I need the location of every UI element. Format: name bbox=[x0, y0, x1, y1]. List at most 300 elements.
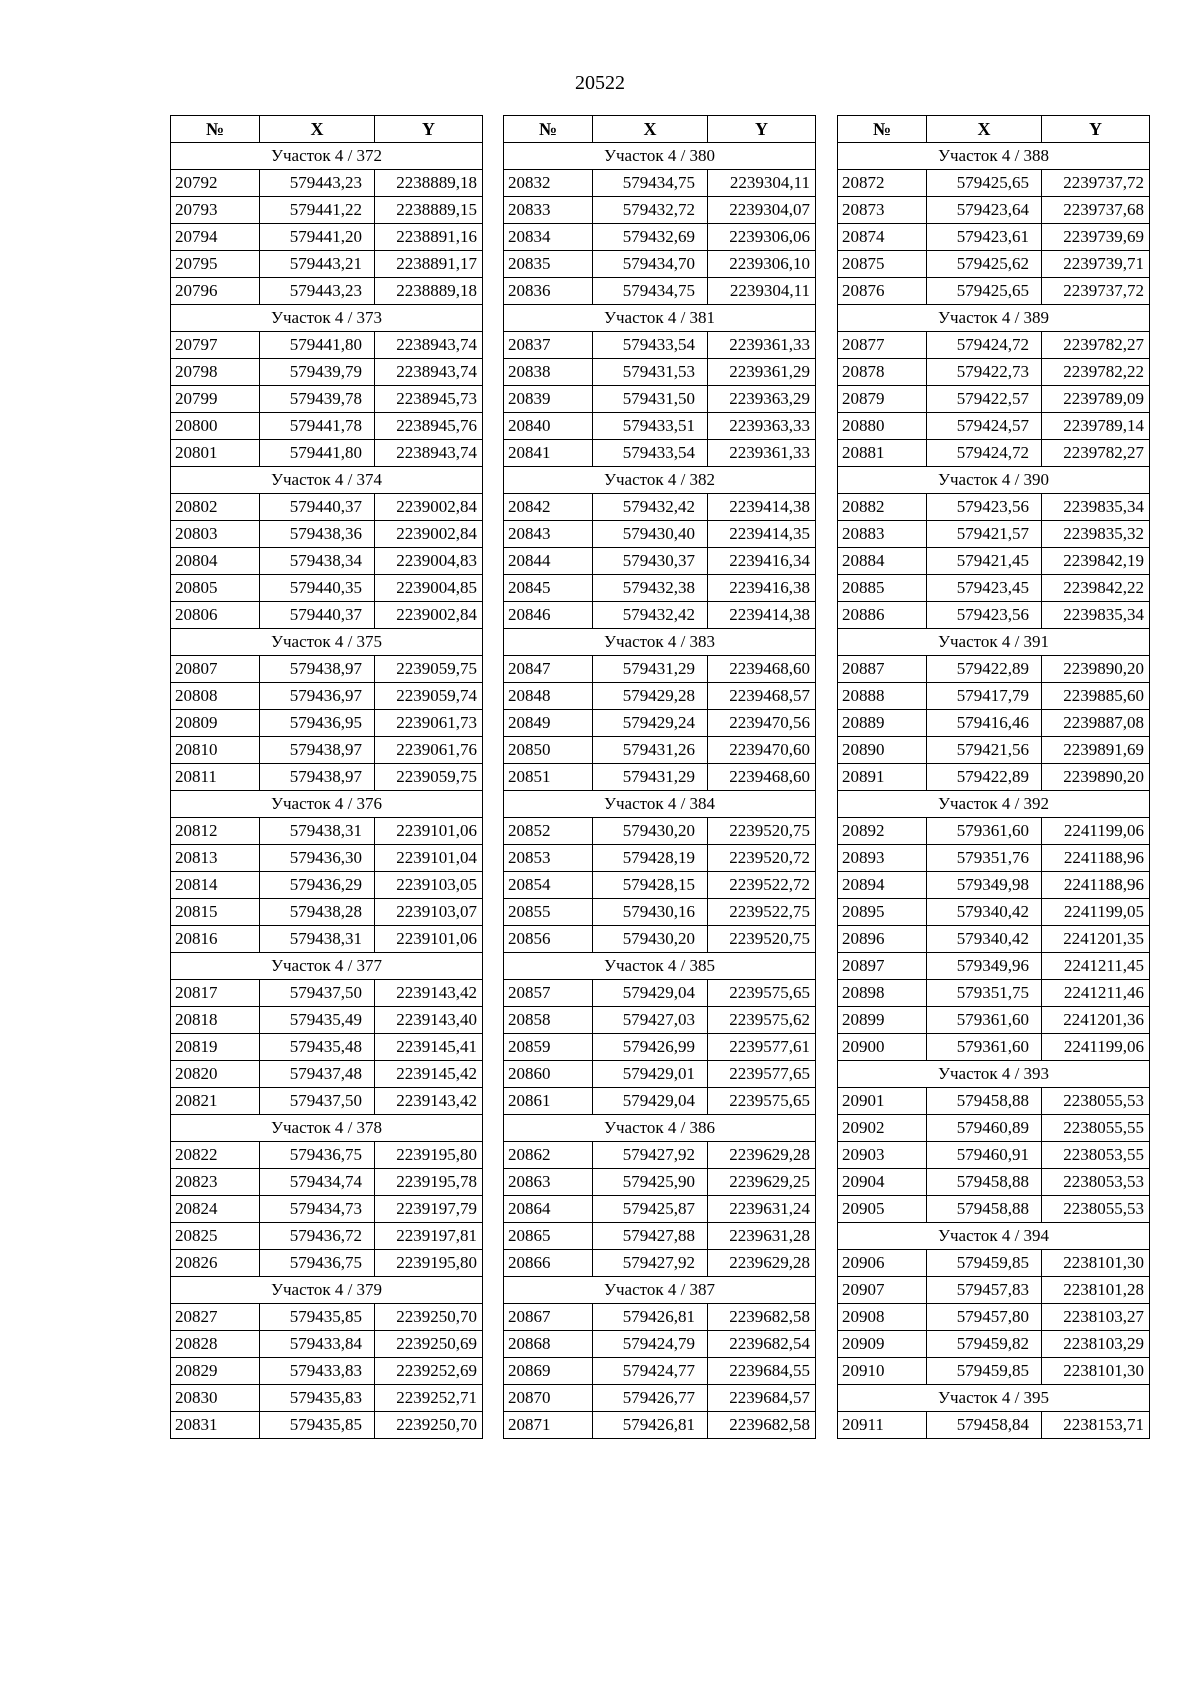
y-coordinate: 2238943,74 bbox=[375, 332, 483, 359]
table-row bbox=[504, 251, 816, 278]
y-coordinate: 2239575,65 bbox=[708, 980, 816, 1007]
header-x: X bbox=[260, 116, 375, 143]
table-row bbox=[504, 980, 816, 1007]
table-row bbox=[838, 980, 1150, 1007]
point-number: 20823 bbox=[171, 1169, 260, 1196]
x-coordinate: 579436,30 bbox=[260, 845, 375, 872]
x-coordinate: 579426,81 bbox=[593, 1412, 708, 1439]
x-coordinate: 579438,34 bbox=[260, 548, 375, 575]
coordinates-table-2 bbox=[503, 115, 816, 1439]
table-row bbox=[171, 818, 483, 845]
x-coordinate: 579416,46 bbox=[927, 710, 1042, 737]
point-number: 20857 bbox=[504, 980, 593, 1007]
y-coordinate: 2239304,11 bbox=[708, 278, 816, 305]
x-coordinate: 579437,50 bbox=[260, 1088, 375, 1115]
y-coordinate: 2238101,30 bbox=[1042, 1250, 1150, 1277]
x-coordinate: 579425,90 bbox=[593, 1169, 708, 1196]
table-row bbox=[838, 1250, 1150, 1277]
x-coordinate: 579434,73 bbox=[260, 1196, 375, 1223]
point-number: 20886 bbox=[838, 602, 927, 629]
x-coordinate: 579459,85 bbox=[927, 1358, 1042, 1385]
x-coordinate: 579438,28 bbox=[260, 899, 375, 926]
x-coordinate: 579438,31 bbox=[260, 926, 375, 953]
table-row bbox=[171, 278, 483, 305]
header-x: X bbox=[927, 116, 1042, 143]
x-coordinate: 579441,80 bbox=[260, 440, 375, 467]
x-coordinate: 579429,04 bbox=[593, 1088, 708, 1115]
point-number: 20831 bbox=[171, 1412, 260, 1439]
point-number: 20827 bbox=[171, 1304, 260, 1331]
x-coordinate: 579423,56 bbox=[927, 602, 1042, 629]
point-number: 20834 bbox=[504, 224, 593, 251]
table-row bbox=[171, 1385, 483, 1412]
point-number: 20862 bbox=[504, 1142, 593, 1169]
x-coordinate: 579440,37 bbox=[260, 602, 375, 629]
x-coordinate: 579431,53 bbox=[593, 359, 708, 386]
table-row bbox=[171, 1061, 483, 1088]
x-coordinate: 579433,54 bbox=[593, 332, 708, 359]
x-coordinate: 579434,75 bbox=[593, 278, 708, 305]
table-row bbox=[171, 1304, 483, 1331]
x-coordinate: 579351,76 bbox=[927, 845, 1042, 872]
point-number: 20893 bbox=[838, 845, 927, 872]
y-coordinate: 2239414,38 bbox=[708, 494, 816, 521]
table-row bbox=[504, 899, 816, 926]
table-row bbox=[838, 251, 1150, 278]
y-coordinate: 2239363,29 bbox=[708, 386, 816, 413]
y-coordinate: 2241201,35 bbox=[1042, 926, 1150, 953]
table-row bbox=[838, 602, 1150, 629]
x-coordinate: 579435,83 bbox=[260, 1385, 375, 1412]
x-coordinate: 579422,73 bbox=[927, 359, 1042, 386]
point-number: 20826 bbox=[171, 1250, 260, 1277]
table-row bbox=[504, 1169, 816, 1196]
x-coordinate: 579435,49 bbox=[260, 1007, 375, 1034]
table-row bbox=[838, 359, 1150, 386]
section-row bbox=[171, 629, 483, 656]
point-number: 20883 bbox=[838, 521, 927, 548]
x-coordinate: 579440,35 bbox=[260, 575, 375, 602]
y-coordinate: 2238943,74 bbox=[375, 440, 483, 467]
x-coordinate: 579423,61 bbox=[927, 224, 1042, 251]
x-coordinate: 579422,89 bbox=[927, 764, 1042, 791]
x-coordinate: 579435,85 bbox=[260, 1304, 375, 1331]
x-coordinate: 579427,88 bbox=[593, 1223, 708, 1250]
point-number: 20850 bbox=[504, 737, 593, 764]
y-coordinate: 2239061,73 bbox=[375, 710, 483, 737]
point-number: 20884 bbox=[838, 548, 927, 575]
x-coordinate: 579425,65 bbox=[927, 170, 1042, 197]
table-row bbox=[838, 1007, 1150, 1034]
header-y: Y bbox=[708, 116, 816, 143]
table-row bbox=[838, 548, 1150, 575]
table-row bbox=[171, 251, 483, 278]
table-row bbox=[171, 1358, 483, 1385]
table-row bbox=[504, 224, 816, 251]
x-coordinate: 579438,36 bbox=[260, 521, 375, 548]
table-row bbox=[171, 548, 483, 575]
table-row bbox=[171, 1250, 483, 1277]
point-number: 20875 bbox=[838, 251, 927, 278]
x-coordinate: 579426,81 bbox=[593, 1304, 708, 1331]
table-row bbox=[838, 926, 1150, 953]
y-coordinate: 2239522,75 bbox=[708, 899, 816, 926]
y-coordinate: 2239782,27 bbox=[1042, 332, 1150, 359]
x-coordinate: 579432,42 bbox=[593, 494, 708, 521]
point-number: 20829 bbox=[171, 1358, 260, 1385]
y-coordinate: 2239250,70 bbox=[375, 1412, 483, 1439]
point-number: 20894 bbox=[838, 872, 927, 899]
header-x: X bbox=[593, 116, 708, 143]
point-number: 20804 bbox=[171, 548, 260, 575]
y-coordinate: 2239306,10 bbox=[708, 251, 816, 278]
table-row bbox=[171, 1142, 483, 1169]
x-coordinate: 579422,89 bbox=[927, 656, 1042, 683]
table-row bbox=[504, 413, 816, 440]
y-coordinate: 2241188,96 bbox=[1042, 845, 1150, 872]
table-row bbox=[838, 224, 1150, 251]
x-coordinate: 579430,40 bbox=[593, 521, 708, 548]
x-coordinate: 579423,45 bbox=[927, 575, 1042, 602]
x-coordinate: 579421,57 bbox=[927, 521, 1042, 548]
table-row bbox=[838, 1196, 1150, 1223]
x-coordinate: 579458,88 bbox=[927, 1088, 1042, 1115]
point-number: 20856 bbox=[504, 926, 593, 953]
table-row bbox=[504, 1142, 816, 1169]
point-number: 20797 bbox=[171, 332, 260, 359]
table-row bbox=[504, 278, 816, 305]
point-number: 20899 bbox=[838, 1007, 927, 1034]
table-row bbox=[504, 494, 816, 521]
table-row bbox=[504, 1034, 816, 1061]
y-coordinate: 2238103,29 bbox=[1042, 1331, 1150, 1358]
table-row bbox=[504, 1061, 816, 1088]
table-row bbox=[838, 575, 1150, 602]
y-coordinate: 2239304,07 bbox=[708, 197, 816, 224]
x-coordinate: 579430,16 bbox=[593, 899, 708, 926]
y-coordinate: 2239002,84 bbox=[375, 494, 483, 521]
section-title: Участок 4 / 389 bbox=[838, 305, 1150, 332]
x-coordinate: 579437,48 bbox=[260, 1061, 375, 1088]
point-number: 20891 bbox=[838, 764, 927, 791]
point-number: 20820 bbox=[171, 1061, 260, 1088]
y-coordinate: 2239520,75 bbox=[708, 926, 816, 953]
x-coordinate: 579460,91 bbox=[927, 1142, 1042, 1169]
y-coordinate: 2239059,75 bbox=[375, 764, 483, 791]
section-row bbox=[504, 143, 816, 170]
x-coordinate: 579435,48 bbox=[260, 1034, 375, 1061]
header-y: Y bbox=[1042, 116, 1150, 143]
header-number: № bbox=[838, 116, 927, 143]
point-number: 20907 bbox=[838, 1277, 927, 1304]
point-number: 20815 bbox=[171, 899, 260, 926]
x-coordinate: 579443,21 bbox=[260, 251, 375, 278]
point-number: 20808 bbox=[171, 683, 260, 710]
x-coordinate: 579458,84 bbox=[927, 1412, 1042, 1439]
x-coordinate: 579432,69 bbox=[593, 224, 708, 251]
table-row bbox=[838, 710, 1150, 737]
point-number: 20813 bbox=[171, 845, 260, 872]
section-title: Участок 4 / 380 bbox=[504, 143, 816, 170]
y-coordinate: 2238943,74 bbox=[375, 359, 483, 386]
table-row bbox=[171, 386, 483, 413]
point-number: 20809 bbox=[171, 710, 260, 737]
y-coordinate: 2238945,73 bbox=[375, 386, 483, 413]
section-row bbox=[504, 1277, 816, 1304]
page-number: 20522 bbox=[575, 72, 625, 94]
y-coordinate: 2239468,60 bbox=[708, 764, 816, 791]
table-row bbox=[171, 845, 483, 872]
point-number: 20819 bbox=[171, 1034, 260, 1061]
point-number: 20890 bbox=[838, 737, 927, 764]
point-number: 20903 bbox=[838, 1142, 927, 1169]
table-row bbox=[171, 1223, 483, 1250]
table-row bbox=[171, 575, 483, 602]
section-title: Участок 4 / 374 bbox=[171, 467, 483, 494]
x-coordinate: 579422,57 bbox=[927, 386, 1042, 413]
table-row bbox=[838, 413, 1150, 440]
y-coordinate: 2239361,33 bbox=[708, 332, 816, 359]
table-row bbox=[838, 440, 1150, 467]
y-coordinate: 2239782,27 bbox=[1042, 440, 1150, 467]
y-coordinate: 2239887,08 bbox=[1042, 710, 1150, 737]
y-coordinate: 2239250,69 bbox=[375, 1331, 483, 1358]
table-row bbox=[171, 683, 483, 710]
section-row bbox=[171, 467, 483, 494]
y-coordinate: 2239002,84 bbox=[375, 521, 483, 548]
table-row bbox=[504, 737, 816, 764]
y-coordinate: 2238891,17 bbox=[375, 251, 483, 278]
table-row bbox=[504, 170, 816, 197]
point-number: 20795 bbox=[171, 251, 260, 278]
x-coordinate: 579441,78 bbox=[260, 413, 375, 440]
table-row bbox=[504, 1250, 816, 1277]
y-coordinate: 2239575,62 bbox=[708, 1007, 816, 1034]
table-row bbox=[838, 1358, 1150, 1385]
point-number: 20794 bbox=[171, 224, 260, 251]
header-row bbox=[504, 116, 816, 143]
point-number: 20897 bbox=[838, 953, 927, 980]
table-row bbox=[504, 359, 816, 386]
x-coordinate: 579441,80 bbox=[260, 332, 375, 359]
x-coordinate: 579424,72 bbox=[927, 332, 1042, 359]
point-number: 20908 bbox=[838, 1304, 927, 1331]
point-number: 20824 bbox=[171, 1196, 260, 1223]
y-coordinate: 2239629,25 bbox=[708, 1169, 816, 1196]
y-coordinate: 2239577,65 bbox=[708, 1061, 816, 1088]
x-coordinate: 579340,42 bbox=[927, 899, 1042, 926]
section-row bbox=[504, 305, 816, 332]
x-coordinate: 579436,75 bbox=[260, 1142, 375, 1169]
point-number: 20878 bbox=[838, 359, 927, 386]
x-coordinate: 579458,88 bbox=[927, 1196, 1042, 1223]
x-coordinate: 579458,88 bbox=[927, 1169, 1042, 1196]
point-number: 20873 bbox=[838, 197, 927, 224]
y-coordinate: 2238891,16 bbox=[375, 224, 483, 251]
y-coordinate: 2239197,81 bbox=[375, 1223, 483, 1250]
point-number: 20860 bbox=[504, 1061, 593, 1088]
section-row bbox=[838, 1061, 1150, 1088]
section-title: Участок 4 / 373 bbox=[171, 305, 483, 332]
point-number: 20888 bbox=[838, 683, 927, 710]
point-number: 20896 bbox=[838, 926, 927, 953]
table-row bbox=[171, 197, 483, 224]
point-number: 20898 bbox=[838, 980, 927, 1007]
table-row bbox=[838, 332, 1150, 359]
point-number: 20892 bbox=[838, 818, 927, 845]
table-row bbox=[838, 386, 1150, 413]
x-coordinate: 579431,29 bbox=[593, 764, 708, 791]
y-coordinate: 2238889,18 bbox=[375, 278, 483, 305]
y-coordinate: 2239468,57 bbox=[708, 683, 816, 710]
point-number: 20880 bbox=[838, 413, 927, 440]
header-row bbox=[171, 116, 483, 143]
point-number: 20802 bbox=[171, 494, 260, 521]
y-coordinate: 2239195,78 bbox=[375, 1169, 483, 1196]
y-coordinate: 2239306,06 bbox=[708, 224, 816, 251]
table-row bbox=[838, 1142, 1150, 1169]
x-coordinate: 579421,45 bbox=[927, 548, 1042, 575]
table-row bbox=[838, 1331, 1150, 1358]
point-number: 20881 bbox=[838, 440, 927, 467]
point-number: 20844 bbox=[504, 548, 593, 575]
section-row bbox=[838, 629, 1150, 656]
table-row bbox=[504, 332, 816, 359]
section-title: Участок 4 / 376 bbox=[171, 791, 483, 818]
y-coordinate: 2239101,04 bbox=[375, 845, 483, 872]
y-coordinate: 2239414,35 bbox=[708, 521, 816, 548]
section-row bbox=[171, 953, 483, 980]
x-coordinate: 579349,98 bbox=[927, 872, 1042, 899]
y-coordinate: 2239002,84 bbox=[375, 602, 483, 629]
x-coordinate: 579457,83 bbox=[927, 1277, 1042, 1304]
x-coordinate: 579438,97 bbox=[260, 764, 375, 791]
table-row bbox=[838, 1034, 1150, 1061]
y-coordinate: 2239195,80 bbox=[375, 1142, 483, 1169]
point-number: 20792 bbox=[171, 170, 260, 197]
point-number: 20818 bbox=[171, 1007, 260, 1034]
point-number: 20842 bbox=[504, 494, 593, 521]
y-coordinate: 2241199,05 bbox=[1042, 899, 1150, 926]
section-title: Участок 4 / 384 bbox=[504, 791, 816, 818]
section-row bbox=[838, 1385, 1150, 1412]
point-number: 20799 bbox=[171, 386, 260, 413]
x-coordinate: 579432,42 bbox=[593, 602, 708, 629]
table-row bbox=[838, 656, 1150, 683]
section-row bbox=[504, 791, 816, 818]
table-row bbox=[504, 764, 816, 791]
point-number: 20833 bbox=[504, 197, 593, 224]
x-coordinate: 579438,97 bbox=[260, 656, 375, 683]
y-coordinate: 2239252,69 bbox=[375, 1358, 483, 1385]
x-coordinate: 579457,80 bbox=[927, 1304, 1042, 1331]
point-number: 20910 bbox=[838, 1358, 927, 1385]
y-coordinate: 2239363,33 bbox=[708, 413, 816, 440]
section-title: Участок 4 / 390 bbox=[838, 467, 1150, 494]
point-number: 20832 bbox=[504, 170, 593, 197]
x-coordinate: 579438,31 bbox=[260, 818, 375, 845]
header-y: Y bbox=[375, 116, 483, 143]
point-number: 20800 bbox=[171, 413, 260, 440]
point-number: 20872 bbox=[838, 170, 927, 197]
point-number: 20887 bbox=[838, 656, 927, 683]
y-coordinate: 2239061,76 bbox=[375, 737, 483, 764]
y-coordinate: 2239631,24 bbox=[708, 1196, 816, 1223]
y-coordinate: 2239890,20 bbox=[1042, 764, 1150, 791]
table-row bbox=[171, 1088, 483, 1115]
x-coordinate: 579424,72 bbox=[927, 440, 1042, 467]
x-coordinate: 579427,03 bbox=[593, 1007, 708, 1034]
x-coordinate: 579429,24 bbox=[593, 710, 708, 737]
table-row bbox=[838, 845, 1150, 872]
point-number: 20858 bbox=[504, 1007, 593, 1034]
section-title: Участок 4 / 395 bbox=[838, 1385, 1150, 1412]
point-number: 20807 bbox=[171, 656, 260, 683]
y-coordinate: 2239468,60 bbox=[708, 656, 816, 683]
y-coordinate: 2241211,46 bbox=[1042, 980, 1150, 1007]
table-row bbox=[838, 1169, 1150, 1196]
y-coordinate: 2239414,38 bbox=[708, 602, 816, 629]
section-row bbox=[171, 305, 483, 332]
point-number: 20901 bbox=[838, 1088, 927, 1115]
x-coordinate: 579426,77 bbox=[593, 1385, 708, 1412]
x-coordinate: 579424,79 bbox=[593, 1331, 708, 1358]
point-number: 20830 bbox=[171, 1385, 260, 1412]
section-title: Участок 4 / 387 bbox=[504, 1277, 816, 1304]
y-coordinate: 2238945,76 bbox=[375, 413, 483, 440]
x-coordinate: 579425,62 bbox=[927, 251, 1042, 278]
x-coordinate: 579433,51 bbox=[593, 413, 708, 440]
point-number: 20837 bbox=[504, 332, 593, 359]
y-coordinate: 2238153,71 bbox=[1042, 1412, 1150, 1439]
table-row bbox=[171, 710, 483, 737]
point-number: 20822 bbox=[171, 1142, 260, 1169]
table-row bbox=[504, 926, 816, 953]
y-coordinate: 2241211,45 bbox=[1042, 953, 1150, 980]
section-row bbox=[838, 305, 1150, 332]
table-row bbox=[504, 1088, 816, 1115]
y-coordinate: 2239842,19 bbox=[1042, 548, 1150, 575]
x-coordinate: 579428,15 bbox=[593, 872, 708, 899]
y-coordinate: 2239361,29 bbox=[708, 359, 816, 386]
y-coordinate: 2239145,42 bbox=[375, 1061, 483, 1088]
point-number: 20835 bbox=[504, 251, 593, 278]
table-row bbox=[504, 1196, 816, 1223]
coordinates-table-1 bbox=[170, 115, 483, 1439]
point-number: 20828 bbox=[171, 1331, 260, 1358]
point-number: 20851 bbox=[504, 764, 593, 791]
x-coordinate: 579459,82 bbox=[927, 1331, 1042, 1358]
section-title: Участок 4 / 391 bbox=[838, 629, 1150, 656]
section-title: Участок 4 / 379 bbox=[171, 1277, 483, 1304]
table-row bbox=[838, 764, 1150, 791]
point-number: 20805 bbox=[171, 575, 260, 602]
point-number: 20798 bbox=[171, 359, 260, 386]
y-coordinate: 2239890,20 bbox=[1042, 656, 1150, 683]
point-number: 20793 bbox=[171, 197, 260, 224]
x-coordinate: 579423,64 bbox=[927, 197, 1042, 224]
point-number: 20854 bbox=[504, 872, 593, 899]
y-coordinate: 2239577,61 bbox=[708, 1034, 816, 1061]
x-coordinate: 579432,38 bbox=[593, 575, 708, 602]
y-coordinate: 2239682,58 bbox=[708, 1412, 816, 1439]
section-title: Участок 4 / 377 bbox=[171, 953, 483, 980]
point-number: 20836 bbox=[504, 278, 593, 305]
x-coordinate: 579431,29 bbox=[593, 656, 708, 683]
table-row bbox=[504, 656, 816, 683]
x-coordinate: 579433,83 bbox=[260, 1358, 375, 1385]
y-coordinate: 2239195,80 bbox=[375, 1250, 483, 1277]
